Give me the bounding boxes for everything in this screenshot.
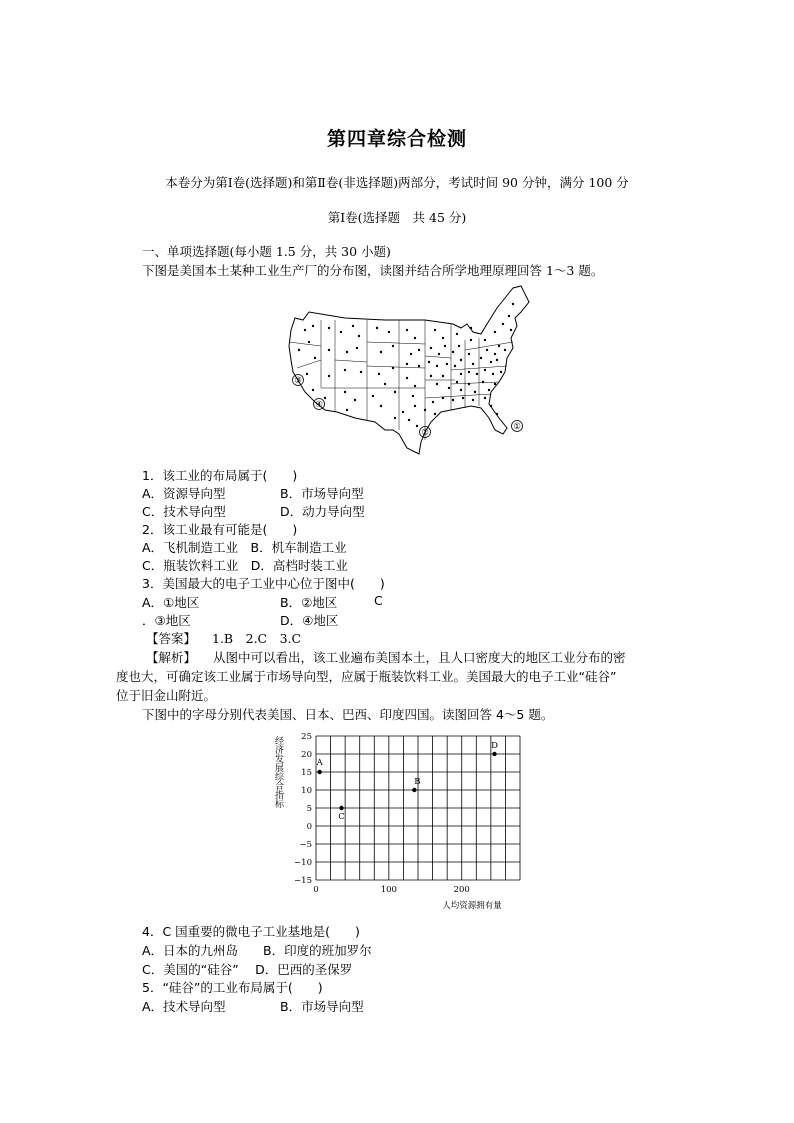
answer-text: 1.B 2.C 3.C — [212, 631, 302, 646]
q1-option-d: D．动力导向型 — [280, 504, 365, 519]
q4-options-cd: C．美国的“硅谷” D．巴西的圣保罗 — [142, 962, 353, 977]
us-outline — [289, 286, 529, 454]
map-label-1: ① — [513, 422, 521, 432]
point-A — [317, 770, 321, 774]
q5-option-a: A．技术导向型 — [142, 999, 226, 1014]
y-tick-label: 20 — [301, 750, 312, 760]
q3-option-b: B．②地区 — [280, 595, 338, 610]
y-tick-label: 10 — [301, 786, 312, 796]
q5-option-b: B．市场导向型 — [280, 999, 364, 1014]
q1-option-c: C．技术导向型 — [142, 504, 226, 519]
x-tick-label: 0 — [313, 885, 319, 895]
q4-stem: 4．C 国重要的微电子工业基地是( ) — [142, 924, 360, 939]
point-D — [492, 752, 496, 756]
y-tick-label: 15 — [301, 768, 312, 778]
q3-option-c: ．③地区 — [142, 613, 191, 628]
x-tick-label: 200 — [453, 885, 470, 895]
point-B — [412, 788, 416, 792]
q1-stem: 1．该工业的布局属于( ) — [142, 468, 298, 483]
y-tick-label: −10 — [294, 858, 312, 868]
analysis-label: 【解析】 — [146, 650, 197, 665]
us-factory-map — [285, 280, 545, 460]
scatter-chart — [260, 728, 540, 914]
q3-option-c-letter: C — [374, 593, 383, 608]
point-label-C: C — [338, 812, 345, 822]
q3-option-a: A．①地区 — [142, 595, 200, 610]
part1-heading: 第Ⅰ卷(选择题 共 45 分) — [327, 210, 467, 225]
y-tick-label: −15 — [294, 876, 312, 886]
map-label-2: ② — [421, 428, 429, 438]
x-tick-label: 100 — [380, 885, 397, 895]
q3-option-d: D．④地区 — [280, 613, 339, 628]
y-tick-label: 25 — [301, 732, 312, 742]
section1-heading: 一、单项选择题(每小题 1.5 分，共 30 小题) — [142, 244, 391, 259]
analysis-line-1: 从图中可以看出，该工业遍布美国本土，且人口密度大的地区工业分布的密 — [213, 650, 626, 665]
analysis-line-2: 度也大，可确定该工业属于市场导向型，应属于瓶装饮料工业。美国最大的电子工业“硅谷” — [116, 669, 617, 684]
page-title: 第四章综合检测 — [326, 128, 467, 150]
answer-label: 【答案】 — [146, 631, 197, 646]
map-label-3: ③ — [294, 376, 302, 386]
passage2: 下图中的字母分别代表美国、日本、巴西、印度四国。读图回答 4～5 题。 — [142, 707, 554, 722]
y-tick-label: 0 — [306, 822, 312, 832]
q2-options-ab: A．飞机制造工业 B．机车制造工业 — [142, 540, 347, 555]
point-C — [339, 806, 343, 810]
q3-stem: 3．美国最大的电子工业中心位于图中( ) — [142, 576, 385, 591]
q1-option-a: A．资源导向型 — [142, 486, 226, 501]
q5-stem: 5．“硅谷”的工业布局属于( ) — [142, 980, 323, 995]
y-tick-label: −5 — [299, 840, 312, 850]
map-label-4: ④ — [315, 400, 323, 410]
q4-options-ab: A．日本的九州岛 B．印度的班加罗尔 — [142, 943, 372, 958]
state-borders — [289, 320, 513, 440]
point-label-D: D — [491, 741, 498, 751]
q2-stem: 2．该工业最有可能是( ) — [142, 522, 298, 537]
q1-option-b: B．市场导向型 — [280, 486, 364, 501]
point-label-B: B — [414, 777, 421, 787]
exam-intro: 本卷分为第Ⅰ卷(选择题)和第Ⅱ卷(非选择题)两部分，考试时间 90 分钟，满分 100 分 — [165, 175, 629, 190]
passage1: 下图是美国本土某种工业生产厂的分布图，读图并结合所学地理原理回答 1～3 题。 — [142, 263, 604, 278]
q2-options-cd: C．瓶装饮料工业 D．高档时装工业 — [142, 558, 348, 573]
chart-grid — [316, 736, 520, 880]
point-label-A: A — [316, 758, 323, 768]
y-tick-label: 5 — [306, 804, 312, 814]
chart-y-label: 经济发展综合指标 — [273, 736, 283, 808]
analysis-line-3: 位于旧金山附近。 — [116, 688, 217, 703]
map-markers — [293, 375, 523, 438]
chart-x-label: 人均资源拥有量 — [442, 901, 502, 911]
